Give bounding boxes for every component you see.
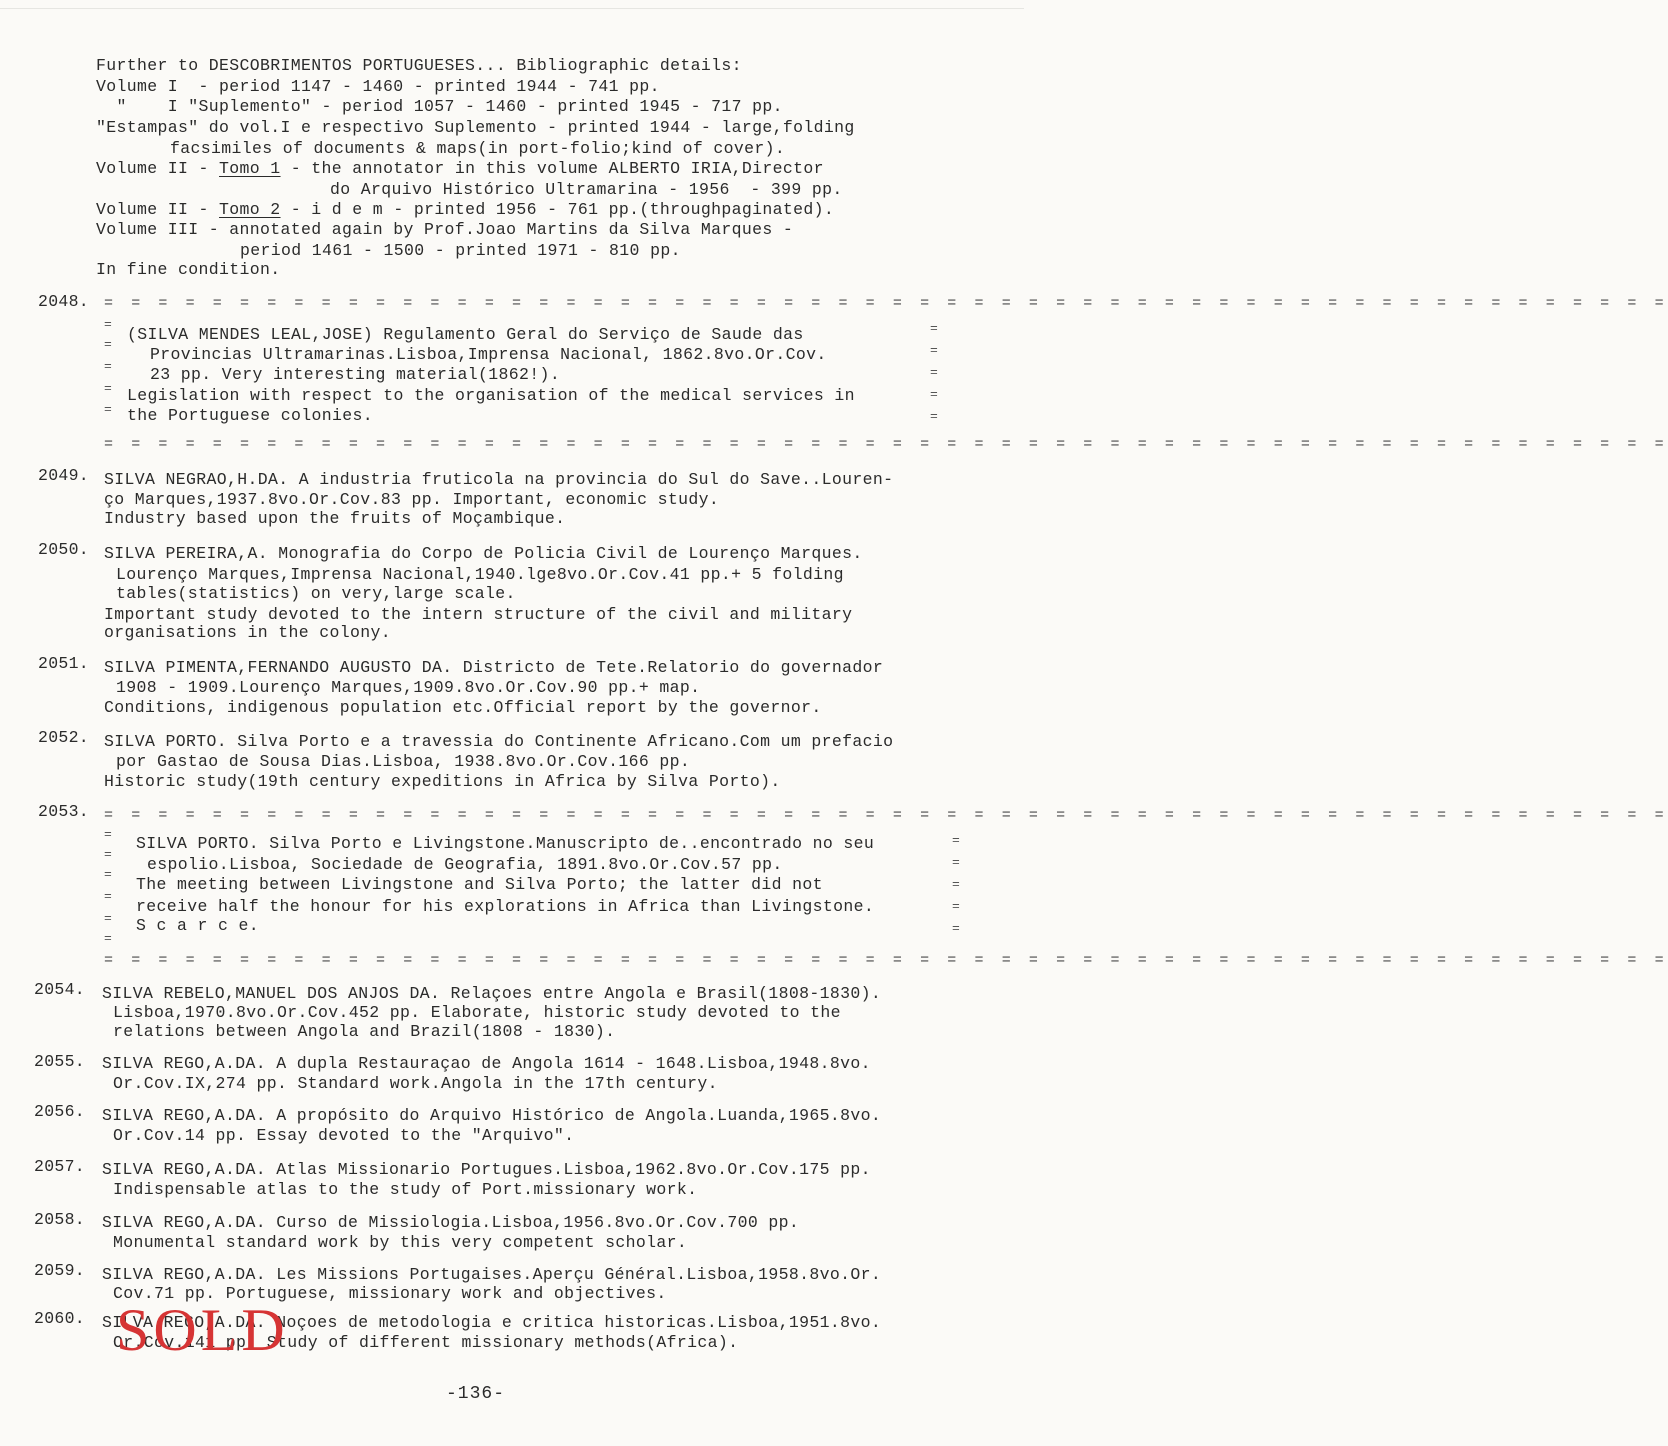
intro-line: Volume I - period 1147 - 1460 - printed 1944 - 741 pp. — [96, 77, 660, 96]
entry-line: SILVA REGO,A.DA. Noçoes de metodologia e critica historicas.Lisboa,1951.8vo. — [102, 1313, 882, 1332]
intro-line: "Estampas" do vol.I e respectivo Suplemento - printed 1944 - large,folding — [96, 118, 855, 137]
box-side-mark: = — [104, 931, 112, 946]
entry-line: SILVA REGO,A.DA. Atlas Missionario Portugues.Lisboa,1962.8vo.Or.Cov.175 pp. — [102, 1160, 871, 1179]
box-side-mark: = — [930, 365, 938, 380]
entry-number: 2052. — [38, 728, 90, 747]
box-side-mark: = — [104, 827, 112, 842]
entry-line: Historic study(19th century expeditions in Africa by Silva Porto). — [104, 772, 781, 791]
tomo-underlined: Tomo 2 — [219, 200, 281, 219]
intro-line: Volume III - annotated again by Prof.Joao Martins da Silva Marques - — [96, 220, 794, 239]
entry-number: 2055. — [34, 1052, 86, 1071]
intro-line — [96, 159, 824, 179]
entry-line: Or.Cov.14 pp. Essay devoted to the "Arquivo". — [113, 1126, 575, 1145]
entry-line: 23 pp. Very interesting material(1862!). — [150, 365, 561, 384]
entry-line: the Portuguese colonies. — [127, 406, 374, 425]
entry-line: SILVA PEREIRA,A. Monografia do Corpo de Policia Civil de Lourenço Marques. — [104, 544, 863, 563]
intro-text: - i d e m - printed 1956 - 761 pp.(throughpaginated). — [280, 200, 835, 219]
entry-line: Important study devoted to the intern structure of the civil and military — [104, 605, 853, 624]
box-side-mark: = — [104, 867, 112, 882]
entry-number: 2059. — [34, 1261, 86, 1280]
entry-line: por Gastao de Sousa Dias.Lisboa, 1938.8vo.Or.Cov.166 pp. — [116, 752, 691, 771]
box-side-mark: = — [930, 321, 938, 336]
sold-stamp: SOLD — [116, 1297, 289, 1363]
box-side-mark: = — [952, 877, 960, 892]
entry-line: Indispensable atlas to the study of Port.missionary work. — [113, 1180, 698, 1199]
box-side-mark: = — [104, 911, 112, 926]
entry-line: SILVA REBELO,MANUEL DOS ANJOS DA. Relaçoes entre Angola e Brasil(1808-1830). — [102, 984, 882, 1003]
box-side-mark: = — [104, 381, 112, 396]
entry-number: 2048. — [38, 292, 90, 311]
tomo-underlined: Tomo 1 — [219, 159, 281, 178]
entry-line: ço Marques,1937.8vo.Or.Cov.83 pp. Important, economic study. — [104, 490, 720, 509]
box-rule-bottom: = = = = = = = = = = = = = = = = = = = = = = = = = = = = = = = = = = = = = = = = = = = = = = = = = = = = = = = = = = — [104, 952, 1668, 969]
box-side-mark: = — [104, 337, 112, 352]
box-side-mark: = — [952, 855, 960, 870]
entry-number: 2049. — [38, 466, 90, 485]
entry-line: SILVA NEGRAO,H.DA. A industria fruticola na provincia do Sul do Save..Louren- — [104, 470, 894, 489]
intro-line — [96, 200, 834, 220]
entry-line: Legislation with respect to the organisation of the medical services in — [127, 386, 855, 405]
entry-line: Lisboa,1970.8vo.Or.Cov.452 pp. Elaborate, historic study devoted to the — [113, 1003, 841, 1022]
entry-line: relations between Angola and Brazil(1808 - 1830). — [113, 1022, 616, 1041]
box-side-mark: = — [104, 889, 112, 904]
entry-line: The meeting between Livingstone and Silva Porto; the latter did not — [136, 875, 823, 894]
intro-line: Further to DESCOBRIMENTOS PORTUGUESES... Bibliographic details: — [96, 56, 742, 75]
box-rule-bottom: = = = = = = = = = = = = = = = = = = = = = = = = = = = = = = = = = = = = = = = = = = = = = = = = = = = = = = = = = = — [104, 436, 1668, 453]
box-side-mark: = — [930, 343, 938, 358]
entry-line: 1908 - 1909.Lourenço Marques,1909.8vo.Or.Cov.90 pp.+ map. — [116, 678, 701, 697]
intro-line: facsimiles of documents & maps(in port-folio;kind of cover). — [170, 139, 786, 158]
entry-line: Conditions, indigenous population etc.Official report by the governor. — [104, 698, 822, 717]
intro-line: " I "Suplemento" - period 1057 - 1460 - printed 1945 - 717 pp. — [96, 97, 783, 116]
intro-line: In fine condition. — [96, 260, 281, 279]
entry-line: SILVA REGO,A.DA. Curso de Missiologia.Lisboa,1956.8vo.Or.Cov.700 pp. — [102, 1213, 800, 1232]
entry-line: espolio.Lisboa, Sociedade de Geografia, 1891.8vo.Or.Cov.57 pp. — [147, 855, 783, 874]
box-rule-top: = = = = = = = = = = = = = = = = = = = = = = = = = = = = = = = = = = = = = = = = = = = = = = = = = = = = = = = = = = — [104, 295, 1668, 312]
entry-line: (SILVA MENDES LEAL,JOSE) Regulamento Geral do Serviço de Saude das — [127, 325, 804, 344]
entry-number: 2057. — [34, 1157, 86, 1176]
entry-line: SILVA PORTO. Silva Porto e a travessia do Continente Africano.Com um prefacio — [104, 732, 894, 751]
entry-line: SILVA PORTO. Silva Porto e Livingstone.Manuscripto de..encontrado no seu — [136, 834, 875, 853]
intro-text: Volume II - — [96, 159, 220, 178]
intro-text: - the annotator in this volume ALBERTO IRIA,Director — [280, 159, 824, 178]
box-side-mark: = — [930, 409, 938, 424]
entry-number: 2058. — [34, 1210, 86, 1229]
box-side-mark: = — [104, 847, 112, 862]
entry-line: Lourenço Marques,Imprensa Nacional,1940.lge8vo.Or.Cov.41 pp.+ 5 folding — [116, 565, 844, 584]
entry-line: Or.Cov.IX,274 pp. Standard work.Angola in the 17th century. — [113, 1074, 718, 1093]
box-side-mark: = — [104, 317, 112, 332]
entry-line: SILVA REGO,A.DA. A dupla Restauraçao de Angola 1614 - 1648.Lisboa,1948.8vo. — [102, 1054, 871, 1073]
entry-line: Cov.71 pp. Portuguese, missionary work and objectives. — [113, 1284, 667, 1303]
entry-number: 2054. — [34, 980, 86, 999]
entry-line: SILVA PIMENTA,FERNANDO AUGUSTO DA. Districto de Tete.Relatorio do governador — [104, 658, 884, 677]
entry-number: 2053. — [38, 802, 90, 821]
box-side-mark: = — [930, 387, 938, 402]
top-edge — [0, 8, 1024, 9]
intro-text: Volume II - — [96, 200, 220, 219]
entry-number: 2050. — [38, 540, 90, 559]
page-number: -136- — [446, 1384, 506, 1404]
intro-line: do Arquivo Histórico Ultramarina - 1956 - 399 pp. — [330, 180, 843, 199]
box-rule-top: = = = = = = = = = = = = = = = = = = = = = = = = = = = = = = = = = = = = = = = = = = = = = = = = = = = = = = = = = = — [104, 807, 1668, 824]
entry-line: SILVA REGO,A.DA. Les Missions Portugaises.Aperçu Général.Lisboa,1958.8vo.Or. — [102, 1265, 882, 1284]
entry-line: tables(statistics) on very,large scale. — [116, 584, 516, 603]
box-side-mark: = — [952, 899, 960, 914]
entry-number: 2060. — [34, 1309, 86, 1328]
entry-line: Provincias Ultramarinas.Lisboa,Imprensa Nacional, 1862.8vo.Or.Cov. — [150, 345, 827, 364]
entry-line: S c a r c e. — [136, 916, 260, 935]
intro-line: period 1461 - 1500 - printed 1971 - 810 pp. — [240, 241, 681, 260]
box-side-mark: = — [104, 359, 112, 374]
entry-line: Industry based upon the fruits of Moçambique. — [104, 509, 566, 528]
box-side-mark: = — [952, 833, 960, 848]
entry-line: receive half the honour for his explorations in Africa than Livingstone. — [136, 897, 875, 916]
entry-number: 2056. — [34, 1102, 86, 1121]
box-side-mark: = — [952, 921, 960, 936]
entry-line: Or.Cov.141 pp. Study of different missionary methods(Africa). — [113, 1333, 739, 1352]
entry-number: 2051. — [38, 654, 90, 673]
entry-line: SILVA REGO,A.DA. A propósito do Arquivo Histórico de Angola.Luanda,1965.8vo. — [102, 1106, 882, 1125]
box-side-mark: = — [104, 402, 112, 417]
entry-line: Monumental standard work by this very competent scholar. — [113, 1233, 688, 1252]
entry-line: organisations in the colony. — [104, 623, 392, 642]
